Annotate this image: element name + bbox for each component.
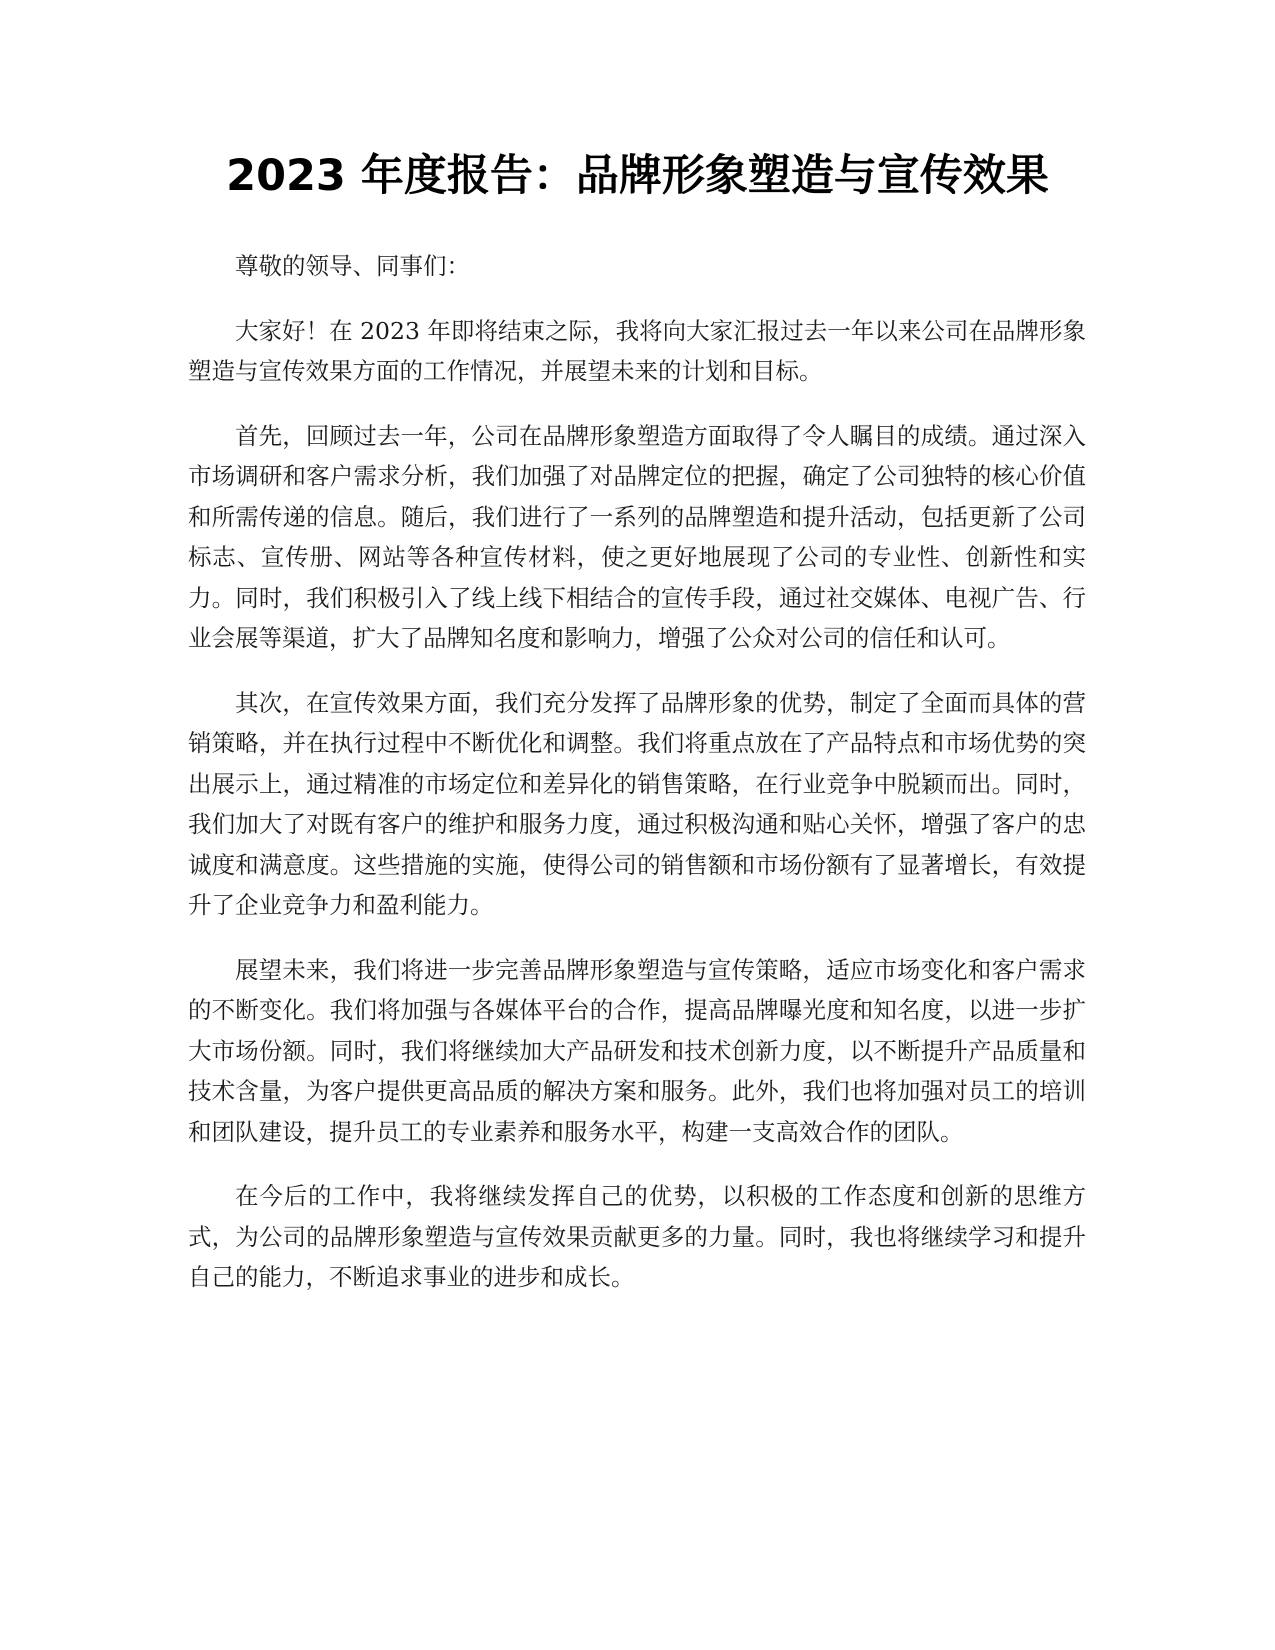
intro-paragraph: 大家好！在 2023 年即将结束之际，我将向大家汇报过去一年以来公司在品牌形象塑造与宣传效果方面的工作情况，并展望未来的计划和目标。 bbox=[188, 316, 1086, 385]
outlook-paragraph: 展望未来，我们将进一步完善品牌形象塑造与宣传策略，适应市场变化和客户需求的不断变化。我们将加强与各媒体平台的合作，提高品牌曝光度和知名度，以进一步扩大市场份额。同时，我们将继续加大产品研发和技术创新力度，以不断提升产品质量和技术含量，为客户提供更高品质的解决方案和服务。此外，我们也将加强对员工的培训和团队建设，提升员工的专业素养和服务水平，构建一支高效合作的团队。 bbox=[188, 955, 1086, 1146]
document-body bbox=[188, 246, 1086, 1322]
salutation-paragraph: 尊敬的领导、同事们： bbox=[235, 252, 470, 280]
review-paragraph: 首先，回顾过去一年，公司在品牌形象塑造方面取得了令人瞩目的成绩。通过深入市场调研和客户需求分析，我们加强了对品牌定位的把握，确定了公司独特的核心价值和所需传递的信息。随后，我们进行了一系列的品牌塑造和提升活动，包括更新了公司标志、宣传册、网站等各种宣传材料，使之更好地展现了公司的专业性、创新性和实力。同时，我们积极引入了线上线下相结合的宣传手段，通过社交媒体、电视广告、行业会展等渠道，扩大了品牌知名度和影响力，增强了公众对公司的信任和认可。 bbox=[188, 421, 1086, 652]
promotion-paragraph: 其次，在宣传效果方面，我们充分发挥了品牌形象的优势，制定了全面而具体的营销策略，并在执行过程中不断优化和调整。我们将重点放在了产品特点和市场优势的突出展示上，通过精准的市场定位和差异化的销售策略，在行业竞争中脱颖而出。同时，我们加大了对既有客户的维护和服务力度，通过积极沟通和贴心关怀，增强了客户的忠诚度和满意度。这些措施的实施，使得公司的销售额和市场份额有了显著增长，有效提升了企业竞争力和盈利能力。 bbox=[188, 688, 1086, 919]
closing-paragraph: 在今后的工作中，我将继续发挥自己的优势，以积极的工作态度和创新的思维方式，为公司的品牌形象塑造与宣传效果贡献更多的力量。同时，我也将继续学习和提升自己的能力，不断追求事业的进步和成长。 bbox=[188, 1182, 1086, 1291]
document-title: 2023 年度报告：品牌形象塑造与宣传效果 bbox=[226, 151, 1049, 201]
